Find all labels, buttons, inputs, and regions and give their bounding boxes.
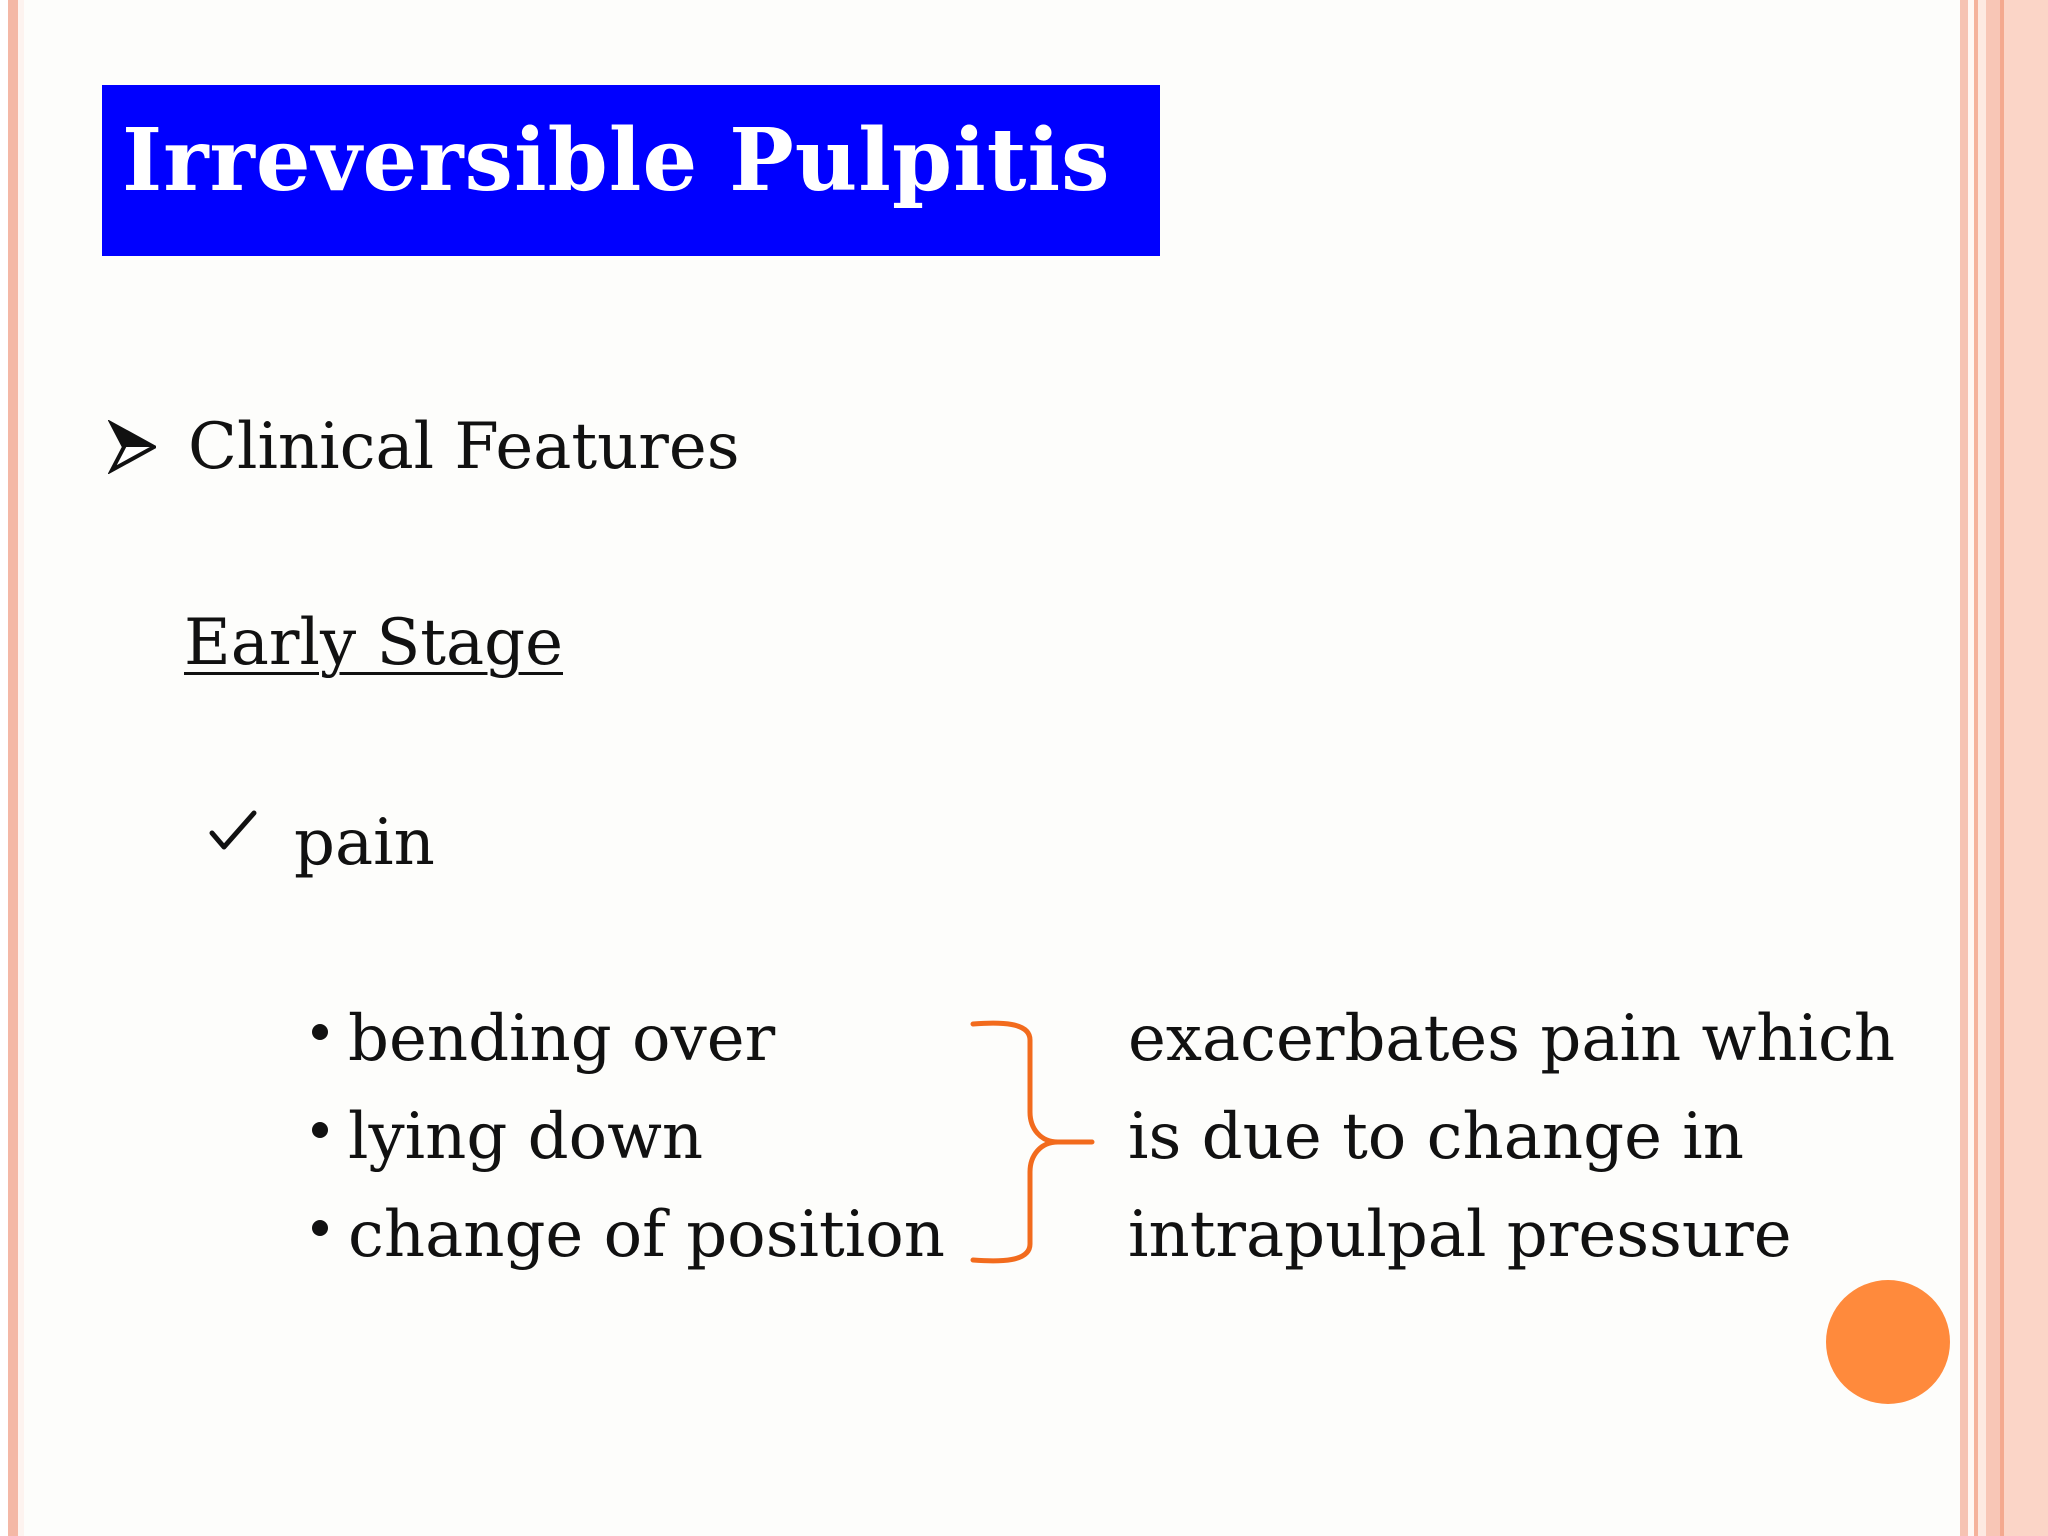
section-heading-row	[108, 410, 740, 484]
decorative-orange-circle	[1826, 1280, 1950, 1404]
trigger-text: change of position	[348, 1198, 945, 1272]
slide-title: Irreversible Pulpitis	[122, 110, 1111, 211]
dot-bullet-icon	[312, 1122, 328, 1138]
trigger-text: lying down	[348, 1100, 704, 1174]
right-curly-brace-icon	[970, 1020, 1100, 1266]
dot-bullet-icon	[312, 1024, 328, 1040]
title-banner	[102, 85, 1160, 256]
stage-subheading: Early Stage	[184, 606, 563, 680]
arrowhead-bullet-icon	[108, 420, 156, 474]
trigger-text: bending over	[348, 1002, 776, 1076]
explanation-line: is due to change in	[1128, 1100, 1744, 1174]
dot-bullet-icon	[312, 1220, 328, 1236]
checkmark-icon	[208, 807, 258, 855]
checklist-item-pain: pain	[294, 806, 435, 880]
trigger-item	[312, 1002, 775, 1076]
checklist-row	[208, 806, 435, 880]
trigger-item	[312, 1100, 703, 1174]
explanation-line: intrapulpal pressure	[1128, 1198, 1792, 1272]
explanation-line: exacerbates pain which	[1128, 1002, 1896, 1076]
left-decorative-border	[0, 0, 24, 1536]
section-heading: Clinical Features	[188, 410, 740, 484]
right-decorative-stripes	[1960, 0, 2048, 1536]
trigger-item	[312, 1198, 945, 1272]
subheading-row	[184, 606, 563, 680]
